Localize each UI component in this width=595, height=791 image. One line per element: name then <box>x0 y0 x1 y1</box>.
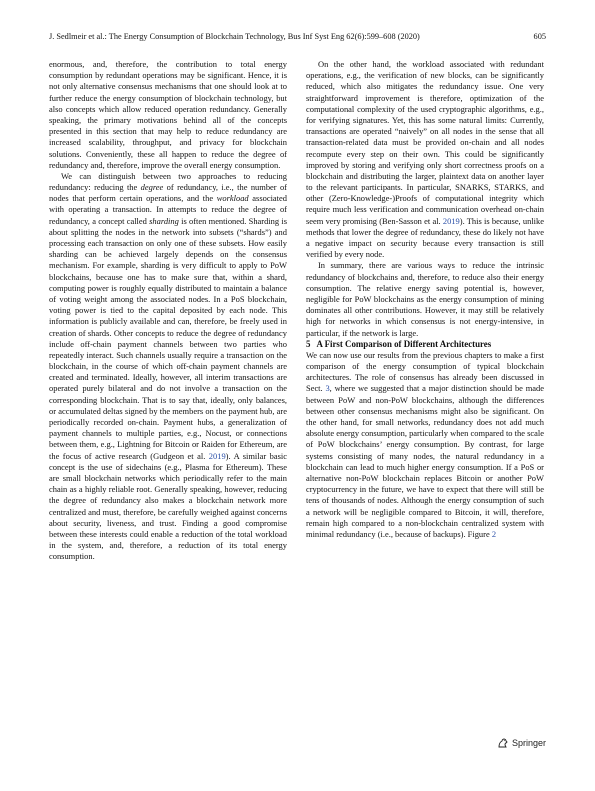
left-column <box>49 59 287 562</box>
paragraph: enormous, and, therefore, the contribution to total energy consumption by redundant operations may be significant. Hence, it is not only alternative consensus mechanisms that one should look at to further reduce the energy consumption of blockchain technology, but also concepts which allow reduced operation redundancy. Generally speaking, the primary motivations behind all of the concepts presented in this section that may help to reduce redundancy are increased scalability, throughput, and privacy for blockchain solutions. Conveniently, these all happen to reduce the degree of redundancy and, therefore, improve the overall energy consumption. <box>49 59 287 170</box>
springer-horse-icon <box>497 737 509 749</box>
section-title: A First Comparison of Different Architectures <box>316 338 492 349</box>
publisher-name: Springer <box>511 738 546 748</box>
right-column <box>306 59 544 540</box>
running-title: J. Sedlmeir et al.: The Energy Consumption of Blockchain Technology, Bus Inf Syst Eng 62(6):599–608 (2020) <box>49 32 420 41</box>
section-heading <box>306 339 544 350</box>
emphasis-degree: degree <box>140 182 164 193</box>
running-header <box>49 32 546 44</box>
figure-ref-link[interactable]: 2 <box>491 528 497 539</box>
emphasis-workload: workload <box>216 193 249 204</box>
section-ref-link[interactable]: 3 <box>325 383 330 394</box>
citation-link[interactable]: 2019 <box>442 215 460 226</box>
publisher-footer <box>497 737 546 749</box>
paragraph: On the other hand, the workload associated with redundant operations, e.g., the verification of new blocks, can be significantly reduced, which also mitigates the redundancy issue. One very straightforward improvement is therefore, optimization of the computational complexity of the used cryptographic algorithms, e.g., for verifying signatures. Yet, this has some natural limits: Currently, transactions are operated “naively” on all nodes in the sense that all transaction-related data must be provided on-chain and all nodes recompute every step on their own. This could be significantly improved by storing and verifying only short correctness proofs on a blockchain and distributing the larger, plaintext data on another layer to the relevant participants. In particular, SNARKS, STARKS, and other (Zero-Knowledge-)Proofs of computational integrity which require much less verification and communication overhead on-chain seem very promising (Ben-Sasson et al. 2019). This is because, unlike methods that lower the degree of redundancy, these do likely not have a negative impact on security because every transaction is still verified by every node. <box>306 59 544 260</box>
paragraph: In summary, there are various ways to reduce the intrinsic redundancy of blockchains and, therefore, to reduce also their energy consumption. The relative energy saving potential is, however, negligible for PoW blockchains as the energy consumption of mining dominates all other contributions. However, it may still be relatively high for networks in which consensus is not energy-intensive, in particular, if the network is large. <box>306 260 544 338</box>
page-number: 605 <box>533 32 546 41</box>
paragraph: We can now use our results from the previous chapters to make a first comparison of the energy consumption of typical blockchain architectures. The role of consensus has already been discussed in Sect. 3, where we suggested that a major distinction should be made between PoW and non-PoW blockchains, although the differences between other consensus mechanisms might also be significant. On the other hand, for small networks, redundancy does not add much absolute energy consumption, particularly when compared to the scale of PoW blockchains’ energy consumption. By contrast, for large systems consisting of many nodes, the natural redundancy in a blockchain can lead to much higher energy consumption. If a PoS or alternative non-PoW blockchain replaces Bitcoin or another PoW cryptocurrency in the future, we have to expect that there will still be tens of thousands of nodes. Although the energy consumption of such a network will be negligible compared to Bitcoin, it will, therefore, remain high compared to a non-blockchain centralized system with minimal redundancy (i.e., because of backups). Figure 2 <box>306 349 545 539</box>
emphasis-sharding: sharding <box>149 215 179 226</box>
paragraph: We can distinguish between two approaches to reducing redundancy: reducing the degree of redundancy, i.e., the number of nodes that perform certain operations, and the workload associated with operating a transaction. In attempts to reduce the degree of redundancy, a concept called sharding is often mentioned. Sharding is about splitting the nodes in the network into subsets (“shards”) and processing each transaction on only one of these subsets. How easily sharding can be achieved largely depends on the consensus mechanism. For example, sharding is very difficult to apply to PoW blockchains, because one has to make sure that, within a shard, computing power is roughly equally distributed to maintain a balance of voting weight among the associated nodes. In a PoS blockchain, voting power is tied to the capital deposited by each node. This information is publicly available and can, therefore, be freely used in creation of shards. Other concepts to reduce the degree of redundancy include off-chain payment channels between two parties who repeatedly interact. Such channels usually require a transaction on the blockchain, in the course of which off-chain payment channels are created and terminated. Ideally, however, all interim transactions are operated purely bilateral and do not involve a transaction on the corresponding blockchain. That is to say that, ideally, only balances, or accumulated deltas signed by the members on the payment hub, are periodically recorded on-chain. Payment hubs, a generalization of payment channels to multiple parties, e.g., Nocust, or connections between them, e.g., Lightning for Bitcoin or Raiden for Ethereum, are the focus of active research (Gudgeon et al. 2019). A similar basic concept is the use of sidechains (e.g., Plasma for Ethereum). These are small blockchain networks which periodically refer to the main chain as a highly reliable root. Generally speaking, however, reducing the degree of redundancy also makes a blockchain network more centralized and must, therefore, be carefully weighed against concerns about security, liveness, and trust. Finding a good compromise between these interests could enable a reduction of the total workload in the system, and, therefore, a reduction of its total energy consumption. <box>49 170 287 562</box>
section-number: 5 <box>306 338 311 349</box>
citation-link[interactable]: 2019 <box>208 450 226 461</box>
